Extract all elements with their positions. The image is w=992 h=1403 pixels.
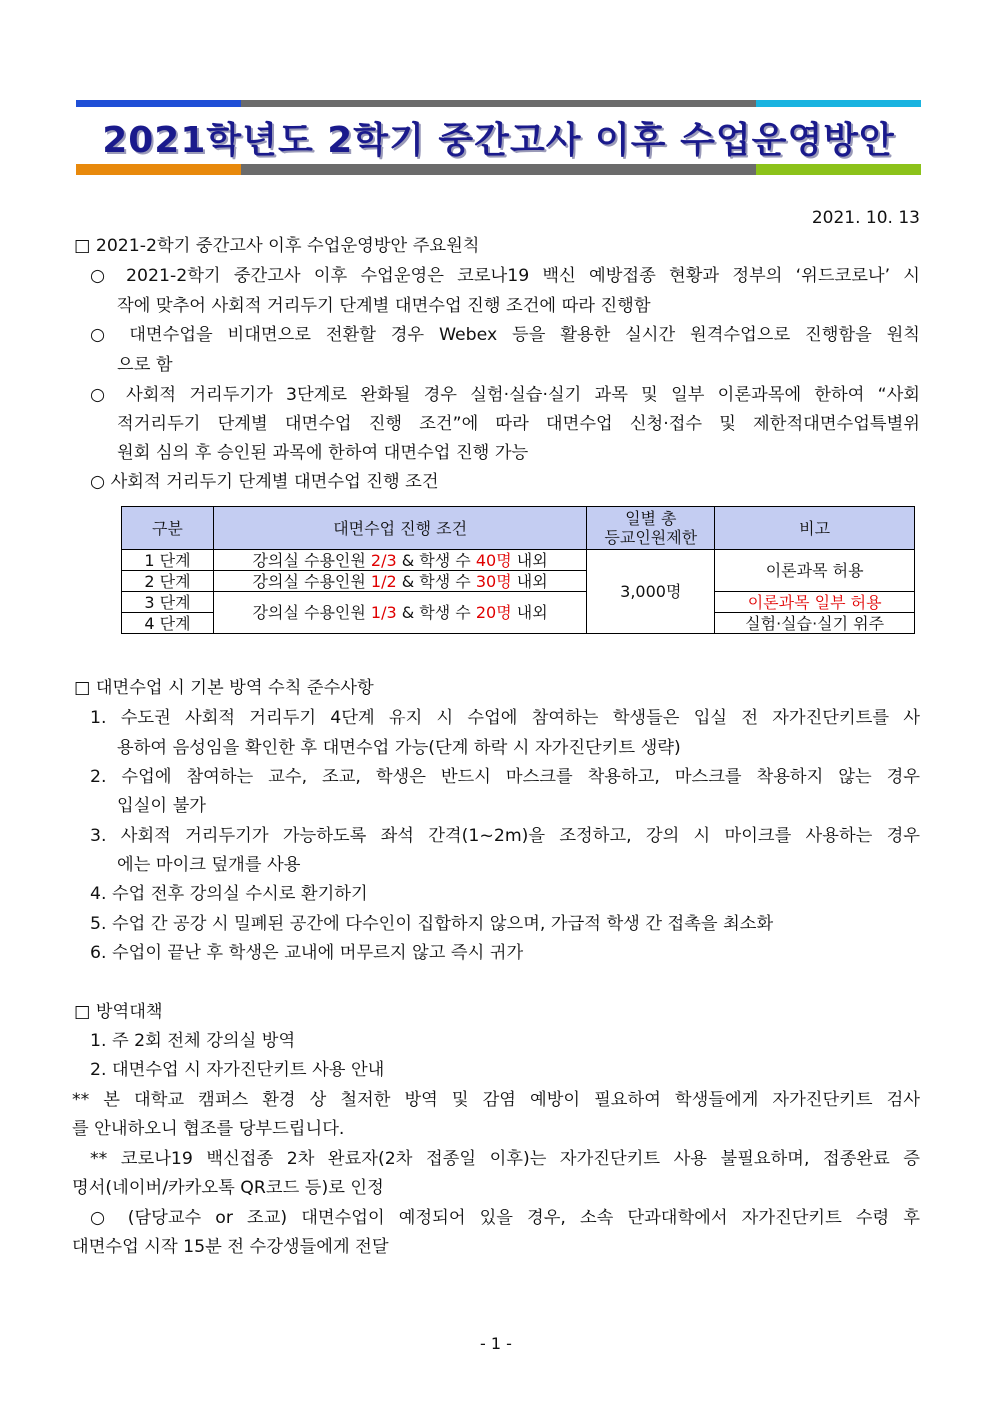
sec1-bullet3-line3: 원회 심의 후 승인된 과목에 한하여 대면수업 진행 가능	[117, 443, 529, 463]
stage-cell: 3 단계	[122, 592, 214, 613]
sec3-note1-line1: ** 본 대학교 캠퍼스 환경 상 철저한 방역 및 감염 예방이 필요하여 학생들에게 자가진단키트 검사	[72, 1090, 920, 1110]
sec1-bullet1-line1: ○ 2021-2학기 중간고사 이후 수업운영은 코로나19 백신 예방접종 현황과 정부의 ‘위드코로나’ 시	[90, 266, 920, 286]
top-bar-blue	[76, 100, 241, 107]
sec2-item1-line2: 용하여 음성임을 확인한 후 대면수업 가능(단계 하락 시 자가진단키트 생략)	[117, 738, 681, 758]
section2-heading: □ 대면수업 시 기본 방역 수칙 준수사항	[74, 678, 374, 698]
condition-ratio: 2/3	[370, 550, 397, 570]
table-header-row	[122, 507, 915, 550]
sec3-item2: 2. 대면수업 시 자가진단키트 사용 안내	[90, 1060, 385, 1080]
sec1-bullet3-line2: 적거리두기 단계별 대면수업 진행 조건”에 따라 대면수업 신청·접수 및 제한적대면수업특별위	[117, 414, 920, 434]
sec3-note2-line2: 명서(네이버/카카오톡 QR코드 등)로 인정	[72, 1178, 384, 1198]
page-number: - 1 -	[480, 1334, 512, 1353]
header-note: 비고	[715, 507, 915, 550]
condition-cell	[213, 592, 586, 634]
condition-cell	[213, 571, 586, 592]
sec2-item5: 5. 수업 간 공강 시 밀폐된 공간에 다수인이 집합하지 않으며, 가급적 학생 간 접촉을 최소화	[90, 914, 774, 934]
table-row	[122, 550, 915, 571]
sec1-bullet1-line2: 작에 맞추어 사회적 거리두기 단계별 대면수업 진행 조건에 따라 진행함	[117, 296, 651, 316]
header-condition: 대면수업 진행 조건	[213, 507, 586, 550]
sec1-bullet2-line2: 으로 함	[117, 355, 173, 375]
sec2-item2-line1: 2. 수업에 참여하는 교수, 조교, 학생은 반드시 마스크를 착용하고, 마스크를 착용하지 않는 경우	[90, 767, 920, 787]
condition-text: & 학생 수	[396, 603, 476, 622]
sec3-note3-line2: 대면수업 시작 15분 전 수강생들에게 전달	[72, 1237, 389, 1257]
section3-heading: □ 방역대책	[74, 1002, 163, 1022]
condition-text: 내외	[511, 603, 548, 622]
header-division: 구분	[122, 507, 214, 550]
sec3-note2-line1: ** 코로나19 백신접종 2차 완료자(2차 접종일 이후)는 자가진단키트 사용 불필요하며, 접종완료 증	[90, 1149, 920, 1169]
note-cell-partial: 이론과목 일부 허용	[715, 592, 915, 613]
section1-heading: □ 2021-2학기 중간고사 이후 수업운영방안 주요원칙	[74, 236, 480, 256]
condition-count: 30명	[475, 571, 512, 591]
condition-cell	[213, 550, 586, 571]
sec3-item1: 1. 주 2회 전체 강의실 방역	[90, 1031, 296, 1051]
header-limit-line1: 일별 총	[625, 509, 677, 528]
sec2-item1-line1: 1. 수도권 사회적 거리두기 4단계 유지 시 수업에 참여하는 학생들은 입실 전 자가진단키트를 사	[90, 708, 921, 728]
sec2-item4: 4. 수업 전후 강의실 수시로 환기하기	[90, 884, 368, 904]
bottom-bar-green	[756, 164, 921, 175]
condition-count: 40명	[475, 550, 512, 570]
bottom-bar-gray	[241, 164, 756, 175]
limit-cell: 3,000명	[587, 550, 715, 634]
condition-text: 강의실 수용인원	[252, 550, 371, 570]
top-bar-gray	[241, 100, 756, 107]
condition-count: 20명	[475, 603, 512, 622]
bottom-bar-orange	[76, 164, 241, 175]
header-limit-line2: 등교인원제한	[604, 528, 698, 547]
stage-cell: 2 단계	[122, 571, 214, 592]
condition-text: & 학생 수	[396, 571, 476, 591]
table-row	[122, 592, 915, 613]
sec1-bullet4: ○ 사회적 거리두기 단계별 대면수업 진행 조건	[90, 472, 439, 492]
header-limit	[587, 507, 715, 550]
stage-cell: 1 단계	[122, 550, 214, 571]
note-cell-theory: 이론과목 허용	[715, 550, 915, 592]
sec3-note3-line1: ○ (담당교수 or 조교) 대면수업이 예정되어 있을 경우, 소속 단과대학에서 자가진단키트 수령 후	[90, 1208, 920, 1228]
condition-text: 내외	[511, 550, 548, 570]
condition-text: 강의실 수용인원	[252, 571, 371, 591]
condition-text: 강의실 수용인원	[252, 603, 371, 622]
sec1-bullet3-line1: ○ 사회적 거리두기가 3단계로 완화될 경우 실험·실습·실기 과목 및 일부 이론과목에 한하여 “사회	[90, 385, 920, 405]
page-title: 2021학년도 2학기 중간고사 이후 수업운영방안	[102, 120, 895, 161]
sec2-item6: 6. 수업이 끝난 후 학생은 교내에 머무르지 않고 즉시 귀가	[90, 943, 524, 963]
top-bar-cyan	[756, 100, 921, 107]
sec1-bullet2-line1: ○ 대면수업을 비대면으로 전환할 경우 Webex 등을 활용한 실시간 원격수업으로 진행함을 원칙	[90, 325, 920, 345]
condition-ratio: 1/2	[370, 571, 397, 591]
condition-text: & 학생 수	[396, 550, 476, 570]
note-cell-practical: 실험·실습·실기 위주	[715, 613, 915, 634]
sec2-item3-line1: 3. 사회적 거리두기가 가능하도록 좌석 간격(1~2m)을 조정하고, 강의 시 마이크를 사용하는 경우	[90, 826, 920, 846]
stage-cell: 4 단계	[122, 613, 214, 634]
sec2-item3-line2: 에는 마이크 덮개를 사용	[117, 855, 301, 875]
condition-ratio: 1/3	[370, 603, 397, 622]
sec3-note1-line2: 를 안내하오니 협조를 당부드립니다.	[72, 1119, 345, 1139]
sec2-item2-line2: 입실이 불가	[117, 796, 206, 816]
stage-condition-table	[121, 506, 915, 634]
condition-text: 내외	[511, 571, 548, 591]
document-date: 2021. 10. 13	[811, 208, 920, 228]
